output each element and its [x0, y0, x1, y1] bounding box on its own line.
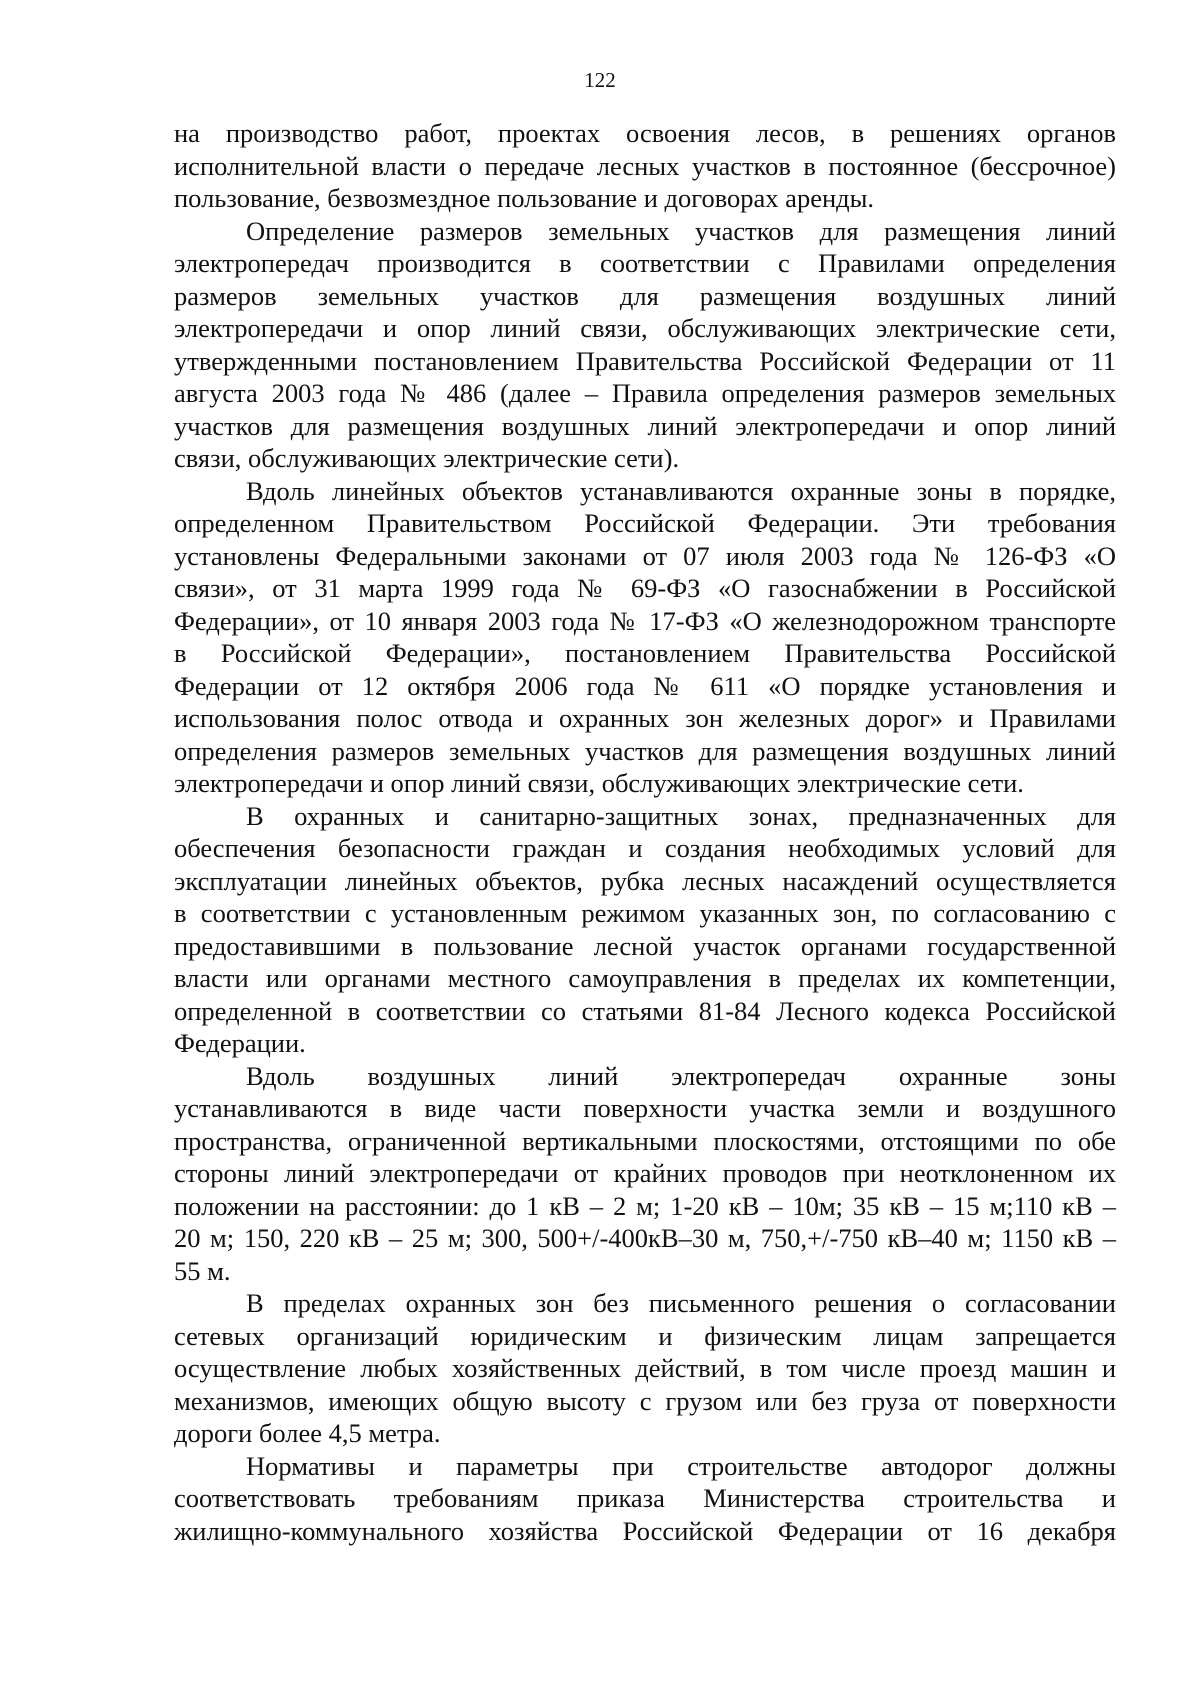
text-line: В пределах охранных зон без письменного решения о согласовании [246, 1288, 1116, 1318]
text-line: определенной в соответствии со статьями 81-84 Лесного кодекса Российской [174, 995, 1116, 1026]
text-line: механизмов, имеющих общую высоту с грузом или без груза от поверхности [174, 1385, 1116, 1416]
text-line: участков для размещения воздушных линий электропередачи и опор линий [174, 410, 1116, 441]
text-line: пользование, безвозмездное пользование и договорах аренды. [174, 183, 875, 213]
text-line: Нормативы и параметры при строительстве автодорог должны [246, 1450, 1116, 1481]
text-line: Федерации», от 10 января 2003 года № 17-ФЗ «О железнодорожном транспорте [174, 605, 1116, 636]
text-line: августа 2003 года № 486 (далее – Правила определения размеров земельных [174, 378, 1116, 408]
text-line: власти или органами местного самоуправления в пределах их компетенции, [174, 963, 1116, 993]
text-line: утвержденными постановлением Правительства Российской Федерации от 11 [174, 345, 1116, 376]
text-line: эксплуатации линейных объектов, рубка лесных насаждений осуществляется [174, 865, 1116, 896]
text-line: использования полос отвода и охранных зон железных дорог» и Правилами [174, 703, 1116, 733]
page-number: 122 [584, 68, 616, 92]
text-line: устанавливаются в виде части поверхности участка земли и воздушного [174, 1093, 1116, 1123]
text-line: Вдоль воздушных линий электропередач охранные зоны [246, 1060, 1116, 1091]
text-line: пространства, ограниченной вертикальными плоскостями, отстоящими по обе [174, 1125, 1116, 1156]
text-line: сетевых организаций юридическим и физическим лицам запрещается [174, 1320, 1116, 1351]
text-line: предоставившими в пользование лесной участок органами государственной [174, 930, 1116, 961]
text-line: определения размеров земельных участков для размещения воздушных линий [174, 735, 1116, 766]
text-line: положении на расстоянии: до 1 кВ – 2 м; 1-20 кВ – 10м; 35 кВ – 15 м;110 кВ – [174, 1190, 1116, 1221]
text-line: соответствовать требованиям приказа Министерства строительства и [174, 1483, 1116, 1513]
text-line: в Российской Федерации», постановлением Правительства Российской [174, 638, 1116, 668]
text-line: Федерации от 12 октября 2006 года № 611 «О порядке установления и [174, 670, 1116, 701]
text-line: связи, обслуживающих электрические сети). [174, 443, 680, 473]
text-line: осуществление любых хозяйственных действий, в том числе проезд машин и [174, 1353, 1116, 1383]
text-line: электропередачи и опор линий связи, обслуживающих электрические сети, [174, 313, 1116, 343]
text-line: исполнительной власти о передаче лесных участков в постоянное (бессрочное) [174, 150, 1116, 181]
text-line: размеров земельных участков для размещения воздушных линий [174, 280, 1116, 311]
text-line: 20 м; 150, 220 кВ – 25 м; 300, 500+/-400кВ–30 м, 750,+/-750 кВ–40 м; 1150 кВ – [174, 1223, 1116, 1253]
text-line: 55 м. [174, 1255, 231, 1286]
text-line: дороги более 4,5 метра. [174, 1418, 441, 1448]
text-line: определенном Правительством Российской Федерации. Эти требования [174, 508, 1116, 538]
text-line: на производство работ, проектах освоения лесов, в решениях органов [174, 118, 1116, 148]
text-line: установлены Федеральными законами от 07 июля 2003 года № 126-ФЗ «О [174, 540, 1116, 571]
text-line: В охранных и санитарно-защитных зонах, предназначенных для [246, 800, 1116, 831]
text-line: обеспечения безопасности граждан и создания необходимых условий для [174, 833, 1116, 863]
text-line: электропередач производится в соответствии с Правилами определения [174, 248, 1116, 278]
text-line: электропередачи и опор линий связи, обслуживающих электрические сети. [174, 768, 1024, 798]
text-line: в соответствии с установленным режимом указанных зон, по согласованию с [174, 898, 1116, 928]
text-line: Определение размеров земельных участков для размещения линий [246, 215, 1116, 246]
text-line: Федерации. [174, 1028, 306, 1058]
text-line: Вдоль линейных объектов устанавливаются охранные зоны в порядке, [246, 475, 1116, 506]
text-line: связи», от 31 марта 1999 года № 69-ФЗ «О газоснабжении в Российской [174, 573, 1116, 603]
text-line: жилищно-коммунального хозяйства Российской Федерации от 16 декабря [174, 1515, 1116, 1546]
document-body [174, 117, 1116, 1547]
text-line: стороны линий электропередачи от крайних проводов при неотклоненном их [174, 1158, 1116, 1188]
